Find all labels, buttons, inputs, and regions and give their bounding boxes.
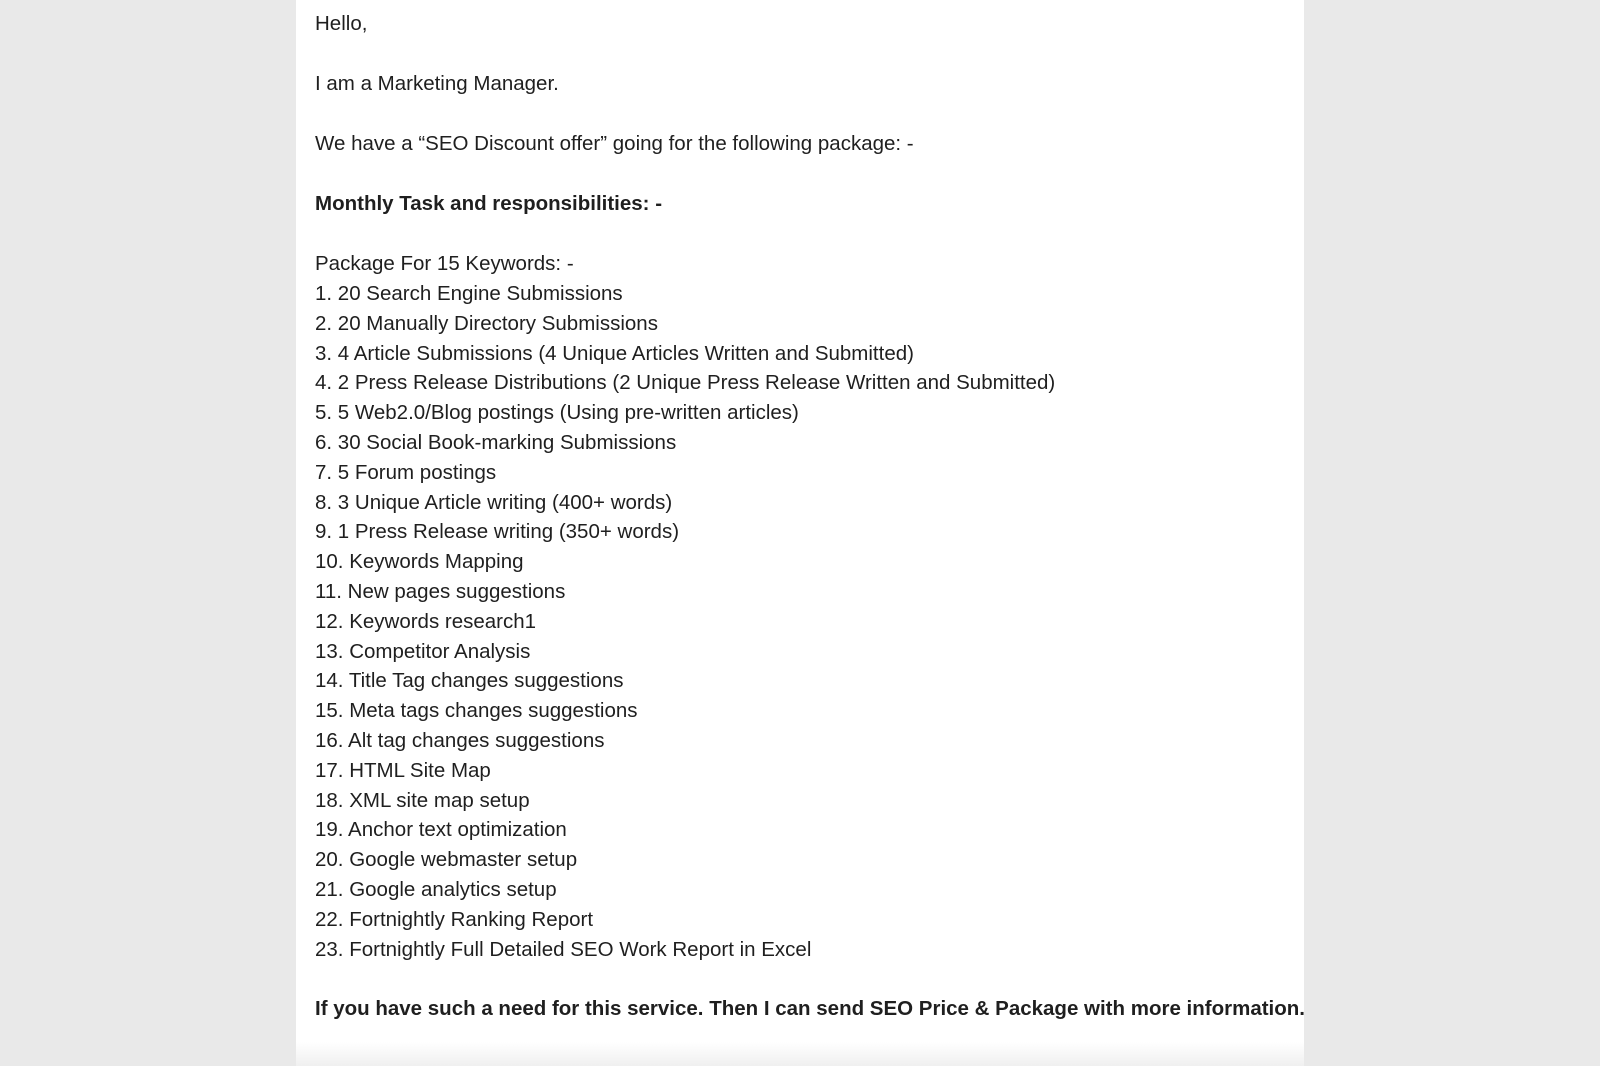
- list-item: 11. New pages suggestions: [315, 579, 566, 603]
- intro-line: I am a Marketing Manager.: [315, 72, 559, 95]
- offer-line: We have a “SEO Discount offer” going for the following package: -: [315, 132, 914, 155]
- list-item: 3. 4 Article Submissions (4 Unique Articles Written and Submitted): [315, 341, 914, 365]
- list-item: 14. Title Tag changes suggestions: [315, 669, 624, 693]
- list-item: 1. 20 Search Engine Submissions: [315, 282, 623, 305]
- list-item: 2. 20 Manually Directory Submissions: [315, 311, 658, 335]
- section-heading: Monthly Task and responsibilities: -: [315, 192, 663, 215]
- list-item: 6. 30 Social Book-marking Submissions: [315, 430, 677, 454]
- list-item: 16. Alt tag changes suggestions: [315, 728, 605, 752]
- list-item: 22. Fortnightly Ranking Report: [315, 907, 594, 931]
- list-item: 5. 5 Web2.0/Blog postings (Using pre-written articles): [315, 401, 799, 425]
- list-item: 4. 2 Press Release Distributions (2 Unique Press Release Written and Submitted): [315, 371, 1056, 395]
- list-item: 9. 1 Press Release writing (350+ words): [315, 520, 680, 544]
- list-item: 15. Meta tags changes suggestions: [315, 699, 638, 723]
- list-item: 10. Keywords Mapping: [315, 550, 524, 574]
- list-item: 20. Google webmaster setup: [315, 848, 578, 872]
- package-title: Package For 15 Keywords: -: [315, 252, 574, 275]
- list-item: 21. Google analytics setup: [315, 877, 557, 901]
- list-item: 13. Competitor Analysis: [315, 639, 531, 663]
- list-item: 19. Anchor text optimization: [315, 818, 567, 842]
- list-item: 7. 5 Forum postings: [315, 460, 497, 484]
- task-list: [315, 279, 1304, 964]
- email-body: [296, 0, 1304, 1066]
- bottom-shade: [296, 1042, 1304, 1066]
- list-item: 18. XML site map setup: [315, 788, 530, 812]
- list-item: 17. HTML Site Map: [315, 758, 491, 782]
- list-item: 12. Keywords research1: [315, 609, 537, 633]
- greeting: Hello,: [315, 12, 368, 35]
- list-item: 23. Fortnightly Full Detailed SEO Work Report in Excel: [315, 937, 812, 961]
- list-item: 8. 3 Unique Article writing (400+ words): [315, 490, 673, 514]
- closing-line: If you have such a need for this service. Then I can send SEO Price & Package with more information.: [315, 997, 1305, 1021]
